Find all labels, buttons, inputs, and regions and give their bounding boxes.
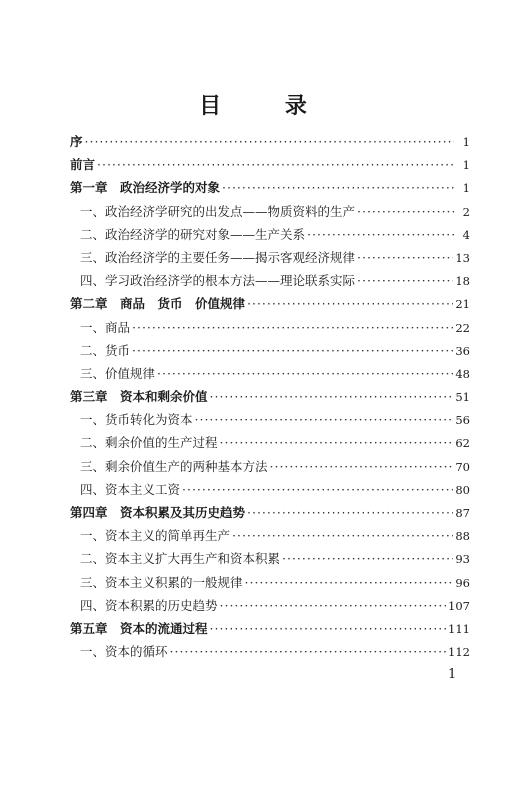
leader-dots	[210, 617, 447, 640]
leader-dots	[85, 130, 454, 153]
toc-entry-label: 四、资本主义工资	[80, 481, 181, 497]
toc-section	[70, 547, 470, 570]
leader-dots	[182, 478, 453, 501]
toc-entry-label: 三、资本主义积累的一般规律	[80, 574, 243, 590]
leader-dots	[132, 339, 453, 362]
toc-entry-page: 96	[455, 575, 470, 590]
toc-entry-label: 第四章 资本积累及其历史趋势	[70, 505, 246, 520]
page-title: 目 录	[199, 94, 335, 119]
leader-dots	[357, 246, 453, 269]
toc-entry-label: 四、资本积累的历史趋势	[80, 597, 218, 613]
toc-entry-page: 18	[455, 274, 470, 289]
toc-entry-page: 111	[448, 621, 470, 636]
page-number: 1	[448, 667, 457, 682]
toc-entry-page: 1	[462, 135, 470, 149]
toc-section	[70, 408, 470, 431]
toc-section	[70, 571, 470, 594]
toc-chapter	[70, 292, 470, 315]
leader-dots	[282, 547, 453, 570]
toc-entry-page: 21	[455, 297, 470, 312]
toc-section	[70, 478, 470, 501]
toc-section	[70, 594, 470, 617]
leader-dots	[232, 524, 453, 547]
toc-chapter	[70, 617, 470, 640]
toc-entry-page: 112	[448, 645, 470, 660]
toc-section	[70, 524, 470, 547]
leader-dots	[247, 292, 453, 315]
toc-entry-label: 一、资本主义的简单再生产	[80, 528, 231, 544]
toc-entry-label: 一、资本的循环	[80, 644, 168, 660]
toc-entry-label: 三、剩余价值生产的两种基本方法	[80, 458, 268, 474]
toc-entry-page: 70	[455, 459, 470, 474]
toc-chapter	[70, 501, 470, 524]
toc-section	[70, 246, 470, 269]
toc-entry-page: 62	[455, 436, 470, 451]
toc-entry-page: 80	[455, 482, 470, 497]
toc-entry	[70, 130, 470, 153]
toc-entry-label: 第五章 资本的流通过程	[70, 620, 208, 636]
leader-dots	[132, 316, 453, 339]
toc-entry-page: 107	[448, 598, 470, 613]
toc-entry-label: 前言	[70, 157, 96, 173]
toc-entry-label: 一、商品	[80, 319, 131, 335]
toc-entry-page: 22	[455, 320, 470, 335]
toc-entry-page: 48	[455, 366, 470, 381]
toc-section	[70, 455, 470, 478]
toc-entry-page: 36	[455, 343, 470, 358]
toc-entry-page: 1	[462, 158, 470, 173]
toc-entry-label: 二、剩余价值的生产过程	[80, 435, 218, 451]
toc-entry-page: 2	[462, 204, 470, 219]
leader-dots	[307, 223, 454, 246]
leader-dots	[357, 269, 453, 292]
toc-chapter	[70, 385, 470, 408]
toc-entry-label: 第一章 政治经济学的对象	[70, 180, 221, 196]
toc-entry	[70, 153, 470, 176]
leader-dots	[222, 176, 454, 199]
toc-entry-page: 87	[455, 506, 470, 520]
leader-dots	[247, 501, 453, 524]
toc-entry-page: 93	[455, 552, 470, 567]
toc-chapter	[70, 176, 470, 199]
toc-entry-label: 第三章 资本和剩余价值	[70, 389, 208, 405]
toc-entry-label: 二、政治经济学的研究对象——生产关系	[80, 226, 306, 242]
toc-entry-label: 序	[70, 134, 83, 149]
leader-dots	[245, 571, 454, 594]
leader-dots	[220, 431, 454, 454]
toc-section	[70, 431, 470, 454]
toc-section	[70, 316, 470, 339]
toc-entry-label: 一、政治经济学研究的出发点——物质资料的生产	[80, 203, 356, 219]
leader-dots	[195, 408, 454, 431]
toc-entry-label: 第二章 商品 货币 价值规律	[70, 296, 246, 312]
leader-dots	[210, 385, 454, 408]
toc-entry-label: 四、学习政治经济学的根本方法——理论联系实际	[80, 273, 356, 289]
toc-entry-label: 二、资本主义扩大再生产和资本积累	[80, 551, 281, 567]
toc-entry-page: 1	[462, 181, 470, 196]
toc-section	[70, 269, 470, 292]
toc-section	[70, 640, 470, 663]
toc-entry-label: 二、货币	[80, 342, 131, 358]
leader-dots	[157, 362, 453, 385]
toc-section	[70, 362, 470, 385]
toc-entry-page: 51	[455, 390, 470, 405]
toc-entry-label: 三、政治经济学的主要任务——揭示客观经济规律	[80, 249, 356, 265]
toc-section	[70, 200, 470, 223]
toc-section	[70, 339, 470, 362]
toc-entry-page: 56	[455, 413, 470, 428]
toc-entry-page: 13	[455, 250, 470, 265]
leader-dots	[220, 594, 447, 617]
leader-dots	[270, 455, 454, 478]
toc-entry-label: 三、价值规律	[80, 365, 156, 381]
leader-dots	[357, 200, 454, 223]
toc-section	[70, 223, 470, 246]
table-of-contents	[70, 130, 470, 663]
toc-entry-page: 4	[462, 227, 470, 242]
leader-dots	[97, 153, 454, 176]
toc-entry-page: 88	[455, 529, 470, 544]
leader-dots	[170, 640, 447, 663]
toc-entry-label: 一、货币转化为资本	[80, 412, 193, 428]
